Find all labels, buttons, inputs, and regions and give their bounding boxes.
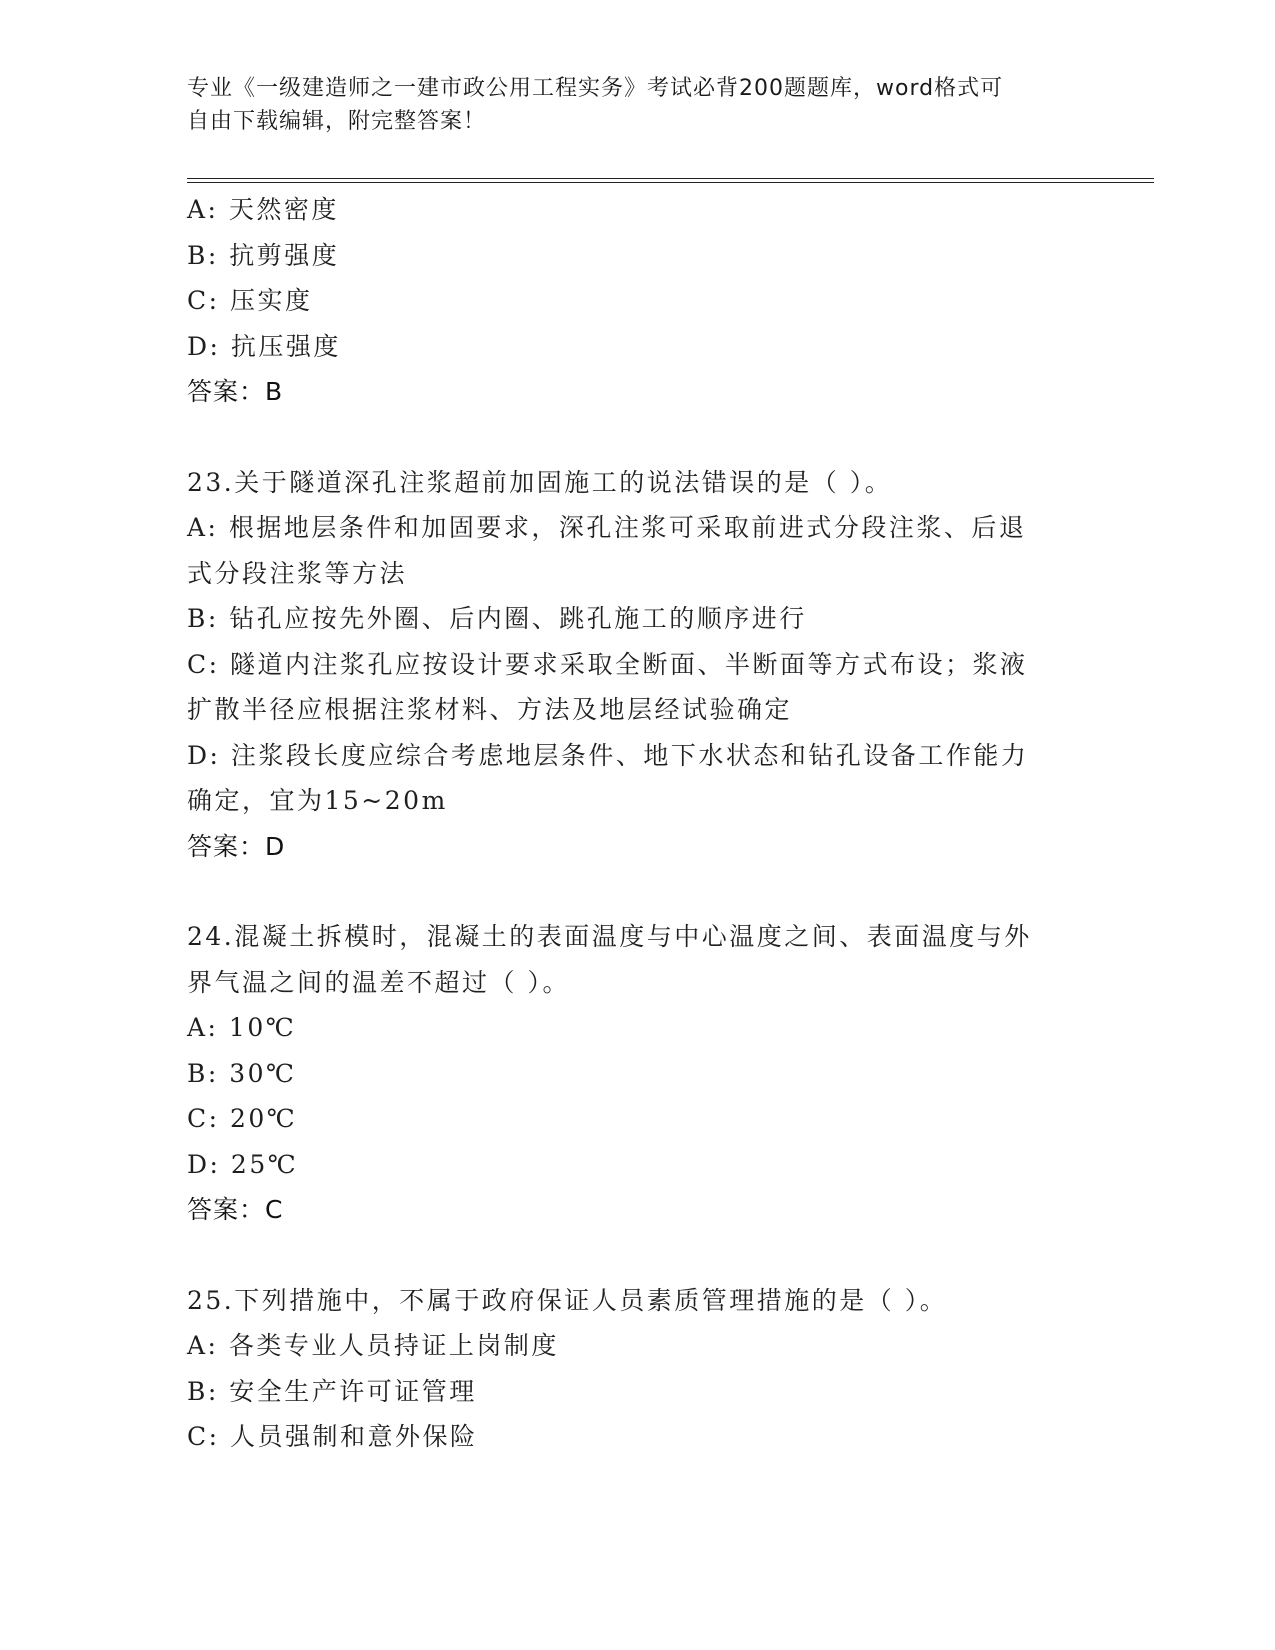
question-block-23: [187, 460, 1087, 870]
option-d: D: 25℃: [187, 1149, 299, 1179]
header-title-line-1: 专业《一级建造师之一建市政公用工程实务》考试必背200题题库，word格式可: [187, 76, 1004, 101]
option-d-continued: 确定，宜为15~20m: [187, 786, 448, 815]
option-c: C: 隧道内注浆孔应按设计要求采取全断面、半断面等方式布设；浆液: [187, 649, 1028, 679]
header-divider-top: [187, 178, 1154, 179]
question-block-25: [187, 1278, 1087, 1460]
option-a: A: 根据地层条件和加固要求，深孔注浆可采取前进式分段注浆、后退: [187, 513, 1027, 542]
header-divider-bottom: [187, 182, 1154, 183]
question-stem-continued: 界气温之间的温差不超过（ ）。: [187, 967, 570, 997]
option-b: B: 30℃: [187, 1058, 297, 1088]
question-stem: 25.下列措施中，不属于政府保证人员素质管理措施的是（ ）。: [187, 1285, 948, 1315]
question-spacer: [187, 869, 1087, 914]
option-b: B: 抗剪强度: [187, 240, 340, 270]
option-b: B: 钻孔应按先外圈、后内圈、跳孔施工的顺序进行: [187, 604, 807, 633]
option-a: A: 10℃: [187, 1013, 297, 1042]
question-spacer: [187, 1233, 1087, 1278]
option-b: B: 安全生产许可证管理: [187, 1376, 477, 1406]
option-a: A: 各类专业人员持证上岗制度: [187, 1331, 559, 1360]
option-d: D: 注浆段长度应综合考虑地层条件、地下水状态和钻孔设备工作能力: [187, 740, 1029, 770]
answer-label: 答案：B: [187, 377, 284, 406]
question-stem: 23.关于隧道深孔注浆超前加固施工的说法错误的是（ ）。: [187, 467, 893, 497]
option-c: C: 压实度: [187, 286, 313, 315]
question-stem: 24.混凝土拆模时，混凝土的表面温度与中心温度之间、表面温度与外: [187, 922, 1032, 951]
answer-label: 答案：C: [187, 1195, 284, 1224]
question-spacer: [187, 415, 1087, 460]
question-block-prev: [187, 187, 1087, 415]
question-list: [187, 187, 1087, 1460]
header-title-line-2: 自由下载编辑，附完整答案！: [187, 109, 487, 134]
option-d: D: 抗压强度: [187, 331, 341, 361]
option-c-continued: 扩散半径应根据注浆材料、方法及地层经试验确定: [187, 695, 793, 724]
question-block-24: [187, 914, 1087, 1233]
answer-label: 答案：D: [187, 831, 286, 861]
document-header: [187, 72, 1067, 138]
option-c: C: 人员强制和意外保险: [187, 1422, 478, 1451]
option-c: C: 20℃: [187, 1104, 298, 1133]
option-a: A: 天然密度: [187, 195, 339, 224]
option-a-continued: 式分段注浆等方法: [187, 558, 408, 588]
